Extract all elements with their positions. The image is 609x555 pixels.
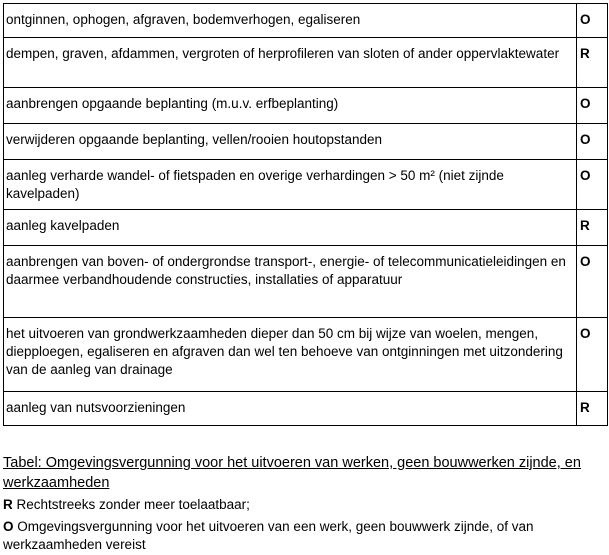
legend-text: Rechtstreeks zonder meer toelaatbaar; [12,497,250,512]
code-cell: R [577,210,608,246]
permit-table [3,3,608,426]
activity-cell: dempen, graven, afdammen, vergroten of herprofileren van sloten of ander oppervlaktewater [4,38,577,88]
activity-cell: het uitvoeren van grondwerkzaamheden dieper dan 50 cm bij wijze van woelen, mengen, diepploegen, egaliseren en afgraven dan wel ten behoeve van ontginningen met uitzondering van de aanleg van drainage [4,318,577,392]
legend-item-o [3,518,605,554]
table-row [4,210,608,246]
table-row [4,392,608,426]
table-row [4,38,608,88]
code-cell: R [577,38,608,88]
legend-item-r [3,496,605,514]
code-cell: O [577,4,608,38]
code-cell: O [577,88,608,124]
code-cell: O [577,124,608,160]
legend-letter: R [3,497,13,512]
code-cell: O [577,318,608,392]
code-cell: O [577,246,608,318]
table-caption: Tabel: Omgevingsvergunning voor het uitvoeren van werken, geen bouwwerken zijnde, en werkzaamheden [3,455,581,491]
code-cell: R [577,392,608,426]
activity-cell: ontginnen, ophogen, afgraven, bodemverhogen, egaliseren [4,4,577,38]
table-row [4,124,608,160]
table-row [4,160,608,210]
activity-cell: verwijderen opgaande beplanting, vellen/rooien houtopstanden [4,124,577,160]
activity-cell: aanbrengen opgaande beplanting (m.u.v. erfbeplanting) [4,88,577,124]
activity-cell: aanleg kavelpaden [4,210,577,246]
table-row [4,246,608,318]
activity-cell: aanbrengen van boven- of ondergrondse transport-, energie- of telecommunicatieleidingen en daarmee verbandhoudende constructies, installaties of apparatuur [4,246,577,318]
legend-text: Omgevingsvergunning voor het uitvoeren van een werk, geen bouwwerk zijnde, of van werkzaamheden vereist [3,519,534,552]
table-row [4,4,608,38]
table-row [4,88,608,124]
legend-letter: O [3,519,14,534]
activity-cell: aanleg verharde wandel- of fietspaden en overige verhardingen > 50 m² (niet zijnde kavelpaden) [4,160,577,210]
code-cell: O [577,160,608,210]
table-row [4,318,608,392]
activity-cell: aanleg van nutsvoorzieningen [4,392,577,426]
